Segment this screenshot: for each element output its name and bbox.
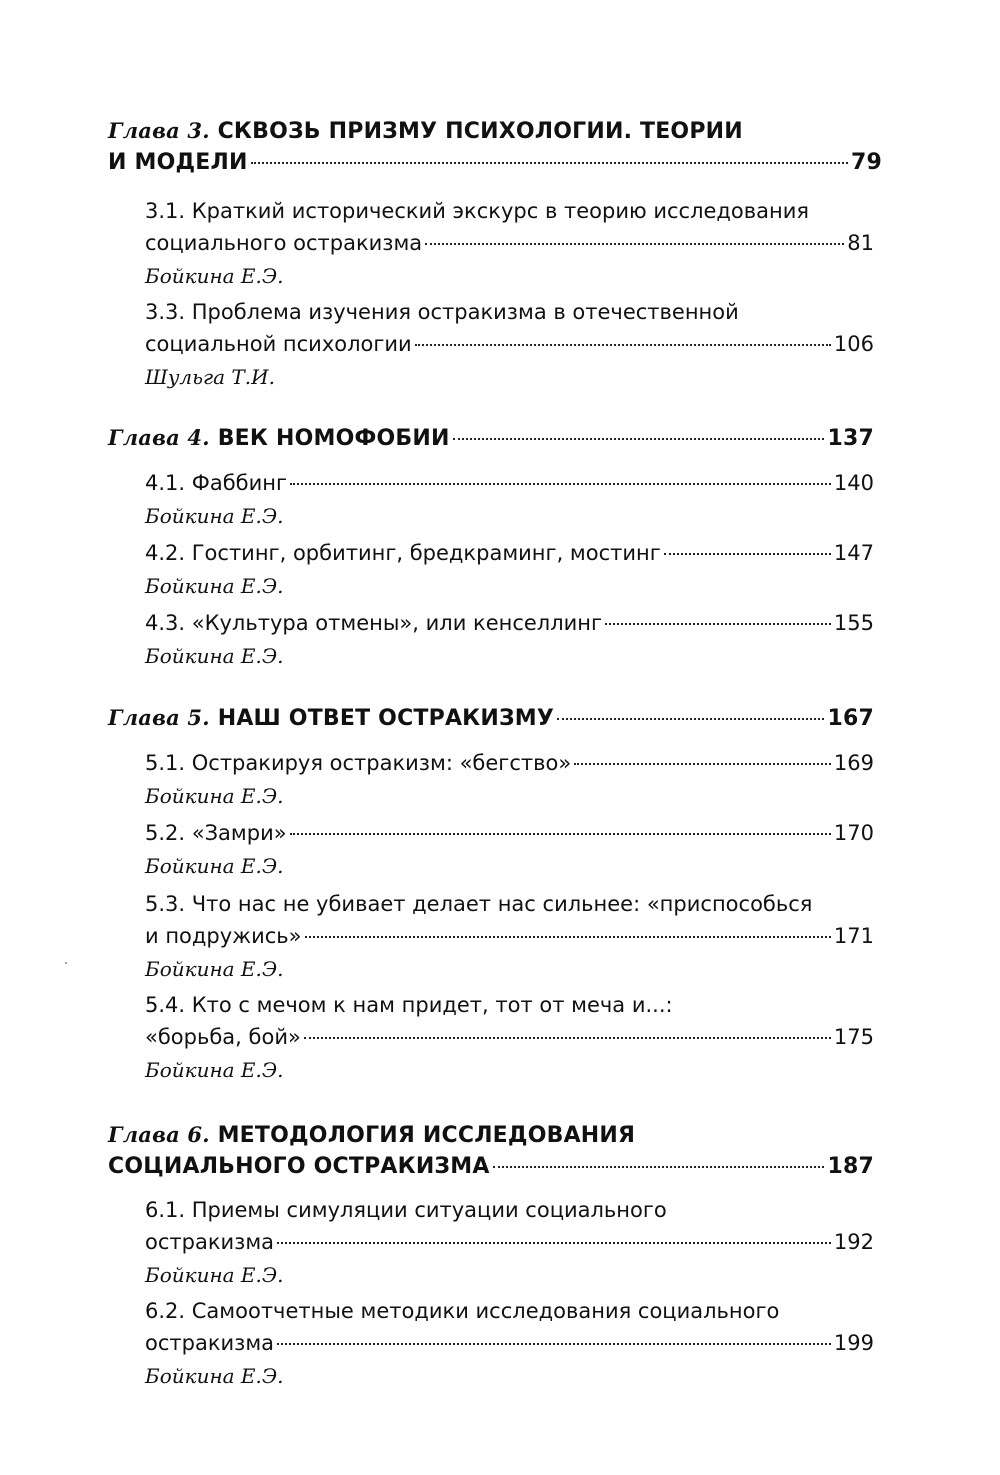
page-number: 140	[833, 471, 874, 495]
leader-dots	[453, 438, 825, 440]
section-author: Бойкина Е.Э.	[145, 264, 284, 288]
leader-dots	[251, 162, 848, 164]
section-6-2-entry[interactable]	[145, 1330, 874, 1356]
section-author: Бойкина Е.Э.	[145, 574, 284, 598]
page-number: 167	[827, 706, 874, 731]
section-title: остракизма	[145, 1230, 275, 1254]
leader-dots	[290, 833, 831, 835]
section-title: остракизма	[145, 1331, 275, 1355]
section-author: Бойкина Е.Э.	[145, 854, 284, 878]
chapter-5-entry[interactable]	[108, 705, 874, 732]
page-number: 169	[833, 751, 874, 775]
page-number: 192	[833, 1230, 874, 1254]
section-title: «борьба, бой»	[145, 1025, 301, 1049]
leader-dots	[277, 1343, 831, 1345]
section-author: Бойкина Е.Э.	[145, 1058, 284, 1082]
leader-dots	[305, 936, 831, 938]
section-5-3-title-line1: 5.3. Что нас не убивает делает нас сильнее: «приспособься	[145, 892, 813, 916]
section-5-3-entry[interactable]	[145, 923, 874, 949]
page-number: 171	[833, 924, 874, 948]
leader-dots	[425, 243, 844, 245]
leader-dots	[605, 623, 831, 625]
section-title: 5.1. Остракируя остракизм: «бегство»	[145, 751, 572, 775]
leader-dots	[557, 718, 824, 720]
section-3-1-entry[interactable]	[145, 230, 874, 256]
section-4-1-entry[interactable]	[145, 470, 874, 496]
section-5-2-entry[interactable]	[145, 820, 874, 846]
chapter-title: МЕТОДОЛОГИЯ ИССЛЕДОВАНИЯ	[217, 1123, 636, 1148]
section-5-1-entry[interactable]	[145, 750, 874, 776]
chapter-label: Глава 4.	[108, 425, 210, 450]
section-title: социальной психологии	[145, 332, 412, 356]
section-6-1-title-line1: 6.1. Приемы симуляции ситуации социального	[145, 1198, 667, 1222]
scan-speck	[65, 962, 67, 964]
page-number: 106	[833, 332, 874, 356]
section-author: Бойкина Е.Э.	[145, 644, 284, 668]
chapter-title: ВЕК НОМОФОБИИ	[217, 426, 450, 451]
section-title: 4.2. Гостинг, орбитинг, бредкраминг, мостинг	[145, 541, 661, 565]
chapter-4-entry[interactable]	[108, 425, 874, 452]
section-3-3-entry[interactable]	[145, 331, 874, 357]
section-author: Шульга Т.И.	[145, 365, 275, 389]
section-4-3-entry[interactable]	[145, 610, 874, 636]
page-number: 175	[833, 1025, 874, 1049]
chapter-3-entry[interactable]	[108, 150, 882, 176]
section-title: 4.1. Фаббинг	[145, 471, 288, 495]
chapter-label: Глава 3.	[108, 118, 210, 143]
page-number: 79	[850, 150, 882, 175]
page-number: 137	[827, 426, 874, 451]
section-title: 4.3. «Культура отмены», или кенселлинг	[145, 611, 603, 635]
chapter-6-entry[interactable]	[108, 1154, 874, 1180]
section-5-4-entry[interactable]	[145, 1024, 874, 1050]
section-author: Бойкина Е.Э.	[145, 1364, 284, 1388]
leader-dots	[574, 763, 831, 765]
section-author: Бойкина Е.Э.	[145, 957, 284, 981]
section-5-4-title-line1: 5.4. Кто с мечом к нам придет, тот от меча и...:	[145, 993, 673, 1017]
section-6-1-entry[interactable]	[145, 1229, 874, 1255]
chapter-label: Глава 5.	[108, 705, 210, 730]
leader-dots	[415, 344, 831, 346]
leader-dots	[304, 1037, 831, 1039]
page-number: 147	[833, 541, 874, 565]
section-3-3-title-line1: 3.3. Проблема изучения остракизма в отечественной	[145, 300, 739, 324]
page-number: 187	[827, 1154, 874, 1179]
page-number: 155	[833, 611, 874, 635]
section-3-1-title-line1: 3.1. Краткий исторический экскурс в теорию исследования	[145, 199, 810, 223]
leader-dots	[290, 483, 831, 485]
chapter-3-title-line1	[108, 118, 743, 145]
section-title: и подружись»	[145, 924, 302, 948]
page-number: 170	[833, 821, 874, 845]
leader-dots	[664, 553, 831, 555]
leader-dots	[493, 1166, 825, 1168]
section-author: Бойкина Е.Э.	[145, 1263, 284, 1287]
section-title: 5.2. «Замри»	[145, 821, 287, 845]
page-number: 81	[847, 231, 874, 255]
chapter-title: СКВОЗЬ ПРИЗМУ ПСИХОЛОГИИ. ТЕОРИИ	[217, 119, 743, 144]
chapter-title: СОЦИАЛЬНОГО ОСТРАКИЗМА	[108, 1154, 490, 1179]
section-author: Бойкина Е.Э.	[145, 504, 284, 528]
section-4-2-entry[interactable]	[145, 540, 874, 566]
section-title: социального остракизма	[145, 231, 423, 255]
chapter-6-title-line1	[108, 1122, 635, 1149]
page-number: 199	[833, 1331, 874, 1355]
section-6-2-title-line1: 6.2. Самоотчетные методики исследования социального	[145, 1299, 780, 1323]
chapter-title: НАШ ОТВЕТ ОСТРАКИЗМУ	[217, 706, 555, 731]
chapter-title: И МОДЕЛИ	[108, 150, 248, 175]
leader-dots	[277, 1242, 831, 1244]
chapter-label: Глава 6.	[108, 1122, 210, 1147]
section-author: Бойкина Е.Э.	[145, 784, 284, 808]
